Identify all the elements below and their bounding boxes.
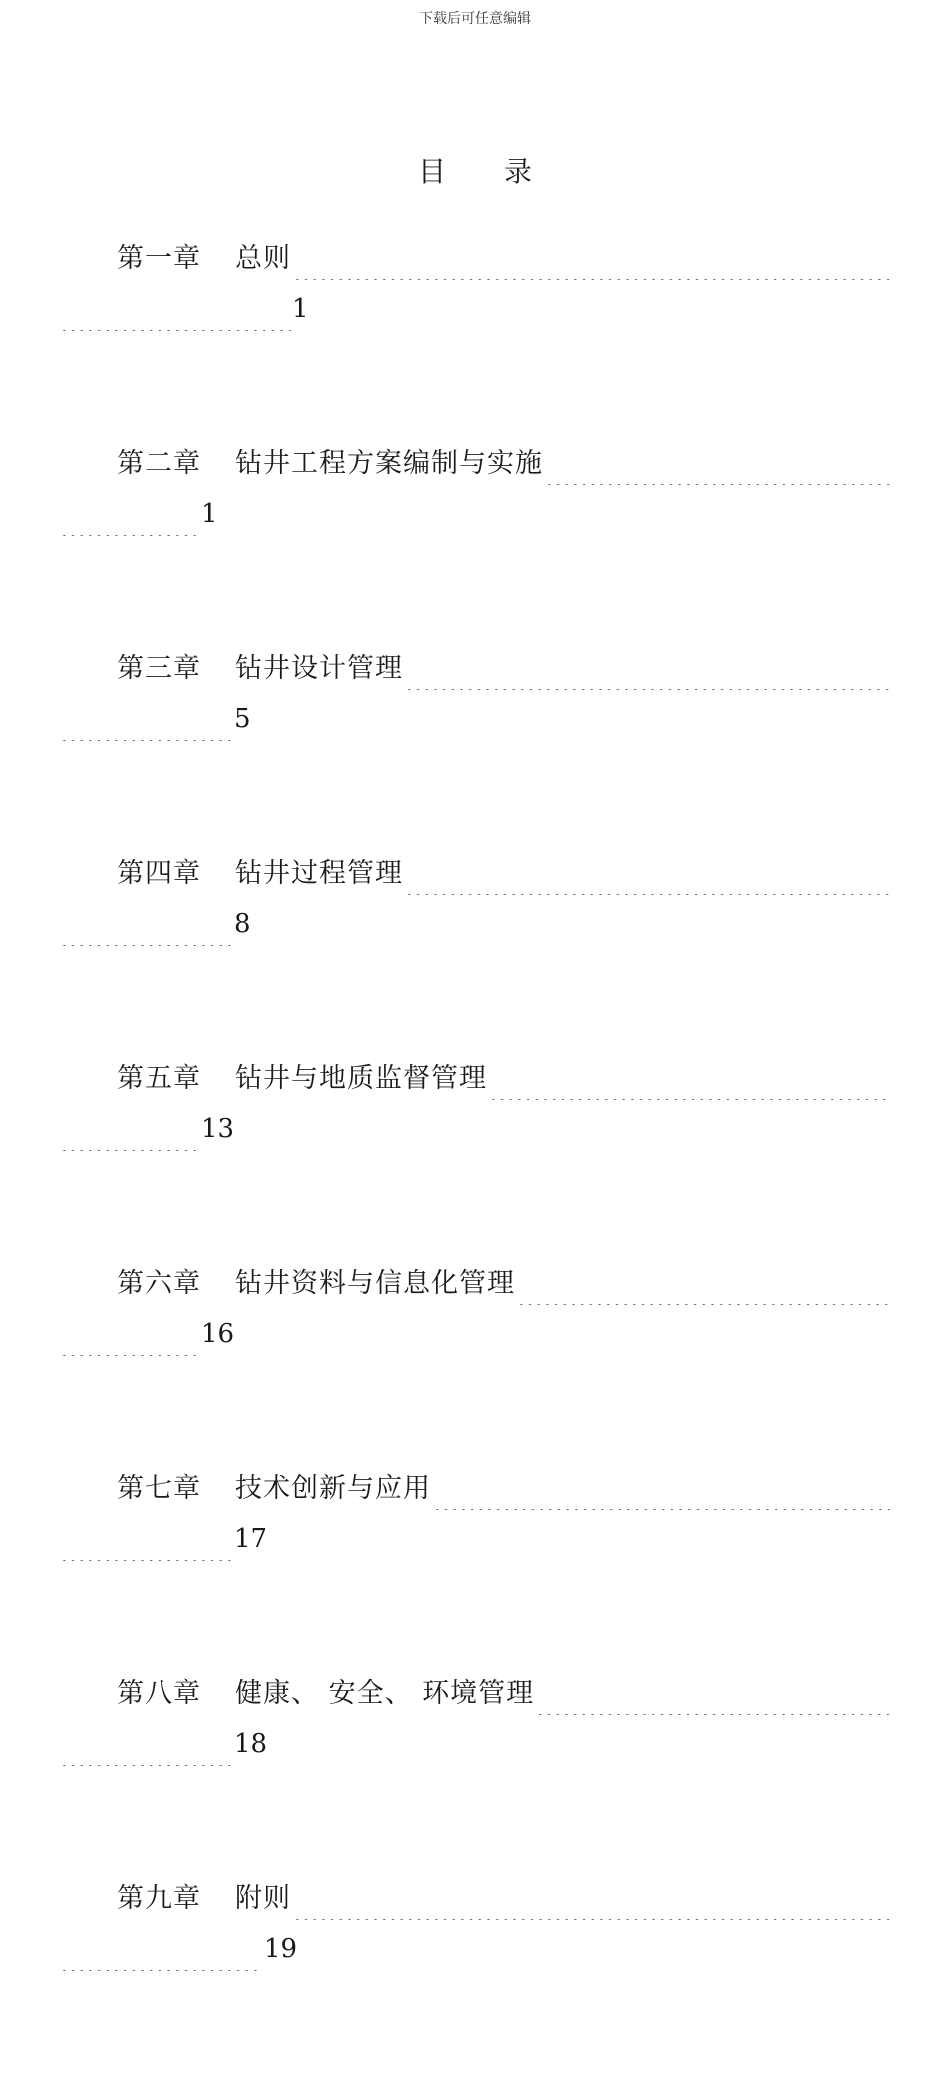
toc-chapter-title: 技术创新与应用 [235, 1472, 431, 1504]
toc-dot-leader-continued [60, 1511, 233, 1561]
toc-dot-leader-continued [60, 281, 291, 331]
toc-dot-leader-continued [60, 486, 200, 536]
toc-chapter-number: 第九章 [117, 1882, 201, 1914]
toc-chapter-title: 钻井与地质监督管理 [235, 1062, 487, 1094]
toc-title-right: 录 [504, 155, 533, 188]
toc-entry-9[interactable] [0, 1870, 950, 2075]
toc-chapter-title: 钻井过程管理 [235, 857, 403, 889]
toc-title [0, 152, 950, 192]
toc-chapter-title: 总则 [235, 242, 291, 274]
toc-entry-2[interactable] [0, 435, 950, 640]
toc-page-number: 13 [201, 1114, 235, 1144]
toc-page-number: 19 [264, 1934, 298, 1964]
toc-dot-leader [405, 845, 890, 895]
toc-dot-leader-continued [60, 691, 233, 741]
toc-list [0, 230, 950, 2075]
toc-chapter-title: 健康、 安全、 环境管理 [235, 1677, 535, 1709]
toc-chapter-title: 钻井设计管理 [235, 652, 403, 684]
toc-dot-leader-continued [60, 1716, 233, 1766]
toc-entry-7[interactable] [0, 1460, 950, 1665]
toc-dot-leader [536, 1665, 890, 1715]
toc-dot-leader-continued [60, 1921, 263, 1971]
toc-chapter-number: 第一章 [117, 242, 201, 274]
toc-dot-leader-continued [60, 1306, 200, 1356]
toc-entry-8[interactable] [0, 1665, 950, 1870]
toc-dot-leader [293, 1870, 890, 1920]
toc-dot-leader [433, 1460, 890, 1510]
toc-page-number: 17 [234, 1524, 268, 1554]
toc-dot-leader [489, 1050, 890, 1100]
toc-page-number: 1 [292, 294, 309, 324]
toc-page-number: 18 [234, 1729, 268, 1759]
toc-chapter-number: 第五章 [117, 1062, 201, 1094]
page-header-note: 下载后可任意编辑 [419, 11, 531, 27]
toc-entry-3[interactable] [0, 640, 950, 845]
toc-entry-6[interactable] [0, 1255, 950, 1460]
toc-dot-leader [545, 435, 890, 485]
toc-dot-leader-continued [60, 896, 233, 946]
toc-chapter-number: 第六章 [117, 1267, 201, 1299]
toc-entry-5[interactable] [0, 1050, 950, 1255]
toc-entry-4[interactable] [0, 845, 950, 1050]
toc-page-number: 8 [234, 909, 251, 939]
toc-dot-leader [405, 640, 890, 690]
toc-chapter-number: 第三章 [117, 652, 201, 684]
toc-page-number: 5 [234, 704, 251, 734]
toc-title-left: 目 [417, 155, 446, 188]
toc-page-number: 16 [201, 1319, 235, 1349]
toc-dot-leader-continued [60, 1101, 200, 1151]
toc-chapter-number: 第八章 [117, 1677, 201, 1709]
toc-chapter-title: 钻井资料与信息化管理 [235, 1267, 515, 1299]
toc-chapter-title: 钻井工程方案编制与实施 [235, 447, 543, 479]
toc-dot-leader [293, 230, 890, 280]
toc-dot-leader [517, 1255, 890, 1305]
toc-chapter-number: 第四章 [117, 857, 201, 889]
toc-entry-1[interactable] [0, 230, 950, 435]
toc-chapter-number: 第七章 [117, 1472, 201, 1504]
toc-page-number: 1 [201, 499, 218, 529]
toc-chapter-number: 第二章 [117, 447, 201, 479]
toc-chapter-title: 附则 [235, 1882, 291, 1914]
